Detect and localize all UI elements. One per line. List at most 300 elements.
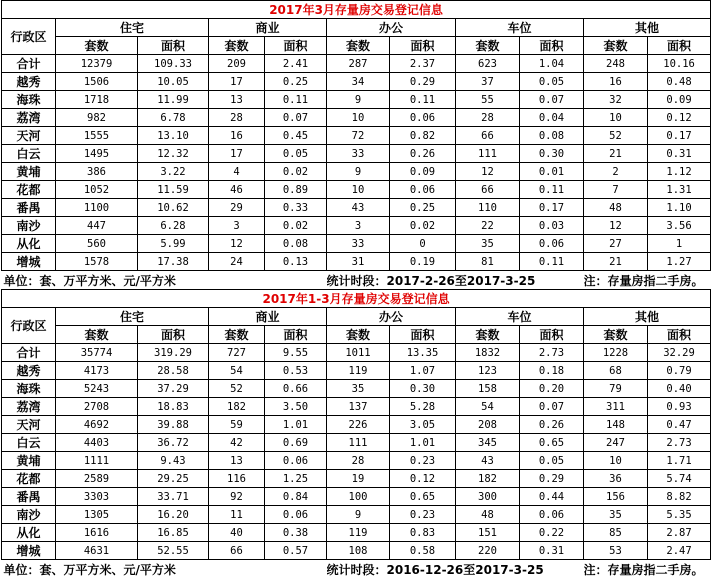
value-cell: 560 <box>56 235 138 253</box>
value-cell: 182 <box>209 398 265 416</box>
value-cell: 111 <box>327 434 390 452</box>
value-cell: 0.31 <box>520 542 584 560</box>
value-cell: 0.12 <box>390 470 456 488</box>
value-cell: 623 <box>456 55 520 73</box>
value-cell: 1495 <box>56 145 138 163</box>
title-row <box>2 290 711 308</box>
value-cell: 0.26 <box>390 145 456 163</box>
value-cell: 0.17 <box>520 199 584 217</box>
district-cell: 番禺 <box>2 488 56 506</box>
value-cell: 0.69 <box>265 434 327 452</box>
value-cell: 13 <box>209 91 265 109</box>
value-cell: 0.79 <box>648 362 711 380</box>
value-cell: 5243 <box>56 380 138 398</box>
value-cell: 29.25 <box>138 470 209 488</box>
value-cell: 0.07 <box>265 109 327 127</box>
district-cell: 白云 <box>2 434 56 452</box>
sub-header: 面积 <box>138 326 209 344</box>
value-cell: 0.06 <box>265 452 327 470</box>
value-cell: 19 <box>327 470 390 488</box>
group-header: 车位 <box>456 19 584 37</box>
district-cell: 越秀 <box>2 362 56 380</box>
value-cell: 42 <box>209 434 265 452</box>
table-row <box>2 398 711 416</box>
sub-header-row <box>2 326 711 344</box>
value-cell: 0.19 <box>390 253 456 271</box>
table-title: 2017年1-3月存量房交易登记信息 <box>2 290 711 308</box>
value-cell: 0.06 <box>520 235 584 253</box>
value-cell: 0.29 <box>520 470 584 488</box>
value-cell: 3.22 <box>138 163 209 181</box>
value-cell: 0.40 <box>648 380 711 398</box>
value-cell: 0.07 <box>520 398 584 416</box>
district-cell: 合计 <box>2 344 56 362</box>
table-row <box>2 416 711 434</box>
value-cell: 0.38 <box>265 524 327 542</box>
value-cell: 4692 <box>56 416 138 434</box>
value-cell: 0.33 <box>265 199 327 217</box>
district-cell: 黄埔 <box>2 163 56 181</box>
value-cell: 37 <box>456 73 520 91</box>
value-cell: 100 <box>327 488 390 506</box>
table-row <box>2 73 711 91</box>
group-header: 车位 <box>456 308 584 326</box>
value-cell: 156 <box>584 488 648 506</box>
sub-header: 套数 <box>584 37 648 55</box>
value-cell: 2.37 <box>390 55 456 73</box>
value-cell: 52 <box>584 127 648 145</box>
period-note: 统计时段：2016-12-26至2017-3-25 <box>327 560 584 578</box>
value-cell: 0.89 <box>265 181 327 199</box>
district-cell: 增城 <box>2 253 56 271</box>
value-cell: 48 <box>456 506 520 524</box>
value-cell: 1111 <box>56 452 138 470</box>
value-cell: 0.11 <box>520 181 584 199</box>
table-row <box>2 506 711 524</box>
value-cell: 0.02 <box>390 217 456 235</box>
district-cell: 越秀 <box>2 73 56 91</box>
value-cell: 53 <box>584 542 648 560</box>
value-cell: 1052 <box>56 181 138 199</box>
value-cell: 0.47 <box>648 416 711 434</box>
value-cell: 0.09 <box>390 163 456 181</box>
q1-table <box>1 289 711 578</box>
value-cell: 2 <box>584 163 648 181</box>
value-cell: 28 <box>456 109 520 127</box>
value-cell: 81 <box>456 253 520 271</box>
value-cell: 0.02 <box>265 163 327 181</box>
table-row <box>2 55 711 73</box>
table-row <box>2 91 711 109</box>
value-cell: 13.10 <box>138 127 209 145</box>
value-cell: 1718 <box>56 91 138 109</box>
value-cell: 10 <box>584 452 648 470</box>
value-cell: 0.06 <box>520 506 584 524</box>
value-cell: 31 <box>327 253 390 271</box>
value-cell: 1.04 <box>520 55 584 73</box>
district-cell: 黄埔 <box>2 452 56 470</box>
value-cell: 16.20 <box>138 506 209 524</box>
district-cell: 花都 <box>2 181 56 199</box>
table-row <box>2 380 711 398</box>
value-cell: 52.55 <box>138 542 209 560</box>
district-cell: 白云 <box>2 145 56 163</box>
value-cell: 0.57 <box>265 542 327 560</box>
value-cell: 52 <box>209 380 265 398</box>
district-cell: 海珠 <box>2 380 56 398</box>
value-cell: 5.28 <box>390 398 456 416</box>
district-cell: 增城 <box>2 542 56 560</box>
value-cell: 0.93 <box>648 398 711 416</box>
value-cell: 1 <box>648 235 711 253</box>
district-cell: 从化 <box>2 524 56 542</box>
table-row <box>2 199 711 217</box>
table-row <box>2 524 711 542</box>
value-cell: 1100 <box>56 199 138 217</box>
table-row <box>2 181 711 199</box>
sub-header: 套数 <box>456 37 520 55</box>
value-cell: 4173 <box>56 362 138 380</box>
unit-note: 单位：套、万平方米、元/平方米 <box>2 271 327 290</box>
district-cell: 从化 <box>2 235 56 253</box>
value-cell: 10 <box>327 109 390 127</box>
table-row <box>2 470 711 488</box>
sub-header: 面积 <box>390 37 456 55</box>
value-cell: 10.05 <box>138 73 209 91</box>
unit-note: 单位：套、万平方米、元/平方米 <box>2 560 327 578</box>
district-cell: 番禺 <box>2 199 56 217</box>
value-cell: 0.01 <box>520 163 584 181</box>
value-cell: 9 <box>327 163 390 181</box>
value-cell: 1506 <box>56 73 138 91</box>
value-cell: 5.99 <box>138 235 209 253</box>
value-cell: 158 <box>456 380 520 398</box>
value-cell: 0.18 <box>520 362 584 380</box>
value-cell: 2.73 <box>520 344 584 362</box>
district-cell: 天河 <box>2 416 56 434</box>
sub-header: 面积 <box>520 326 584 344</box>
value-cell: 151 <box>456 524 520 542</box>
value-cell: 0.26 <box>520 416 584 434</box>
value-cell: 5.74 <box>648 470 711 488</box>
value-cell: 7 <box>584 181 648 199</box>
value-cell: 0.65 <box>390 488 456 506</box>
value-cell: 0.06 <box>265 506 327 524</box>
value-cell: 0.23 <box>390 452 456 470</box>
sub-header: 面积 <box>265 37 327 55</box>
value-cell: 9.55 <box>265 344 327 362</box>
value-cell: 3.05 <box>390 416 456 434</box>
value-cell: 0.29 <box>390 73 456 91</box>
value-cell: 300 <box>456 488 520 506</box>
table-row <box>2 127 711 145</box>
district-cell: 花都 <box>2 470 56 488</box>
value-cell: 21 <box>584 253 648 271</box>
value-cell: 0.30 <box>520 145 584 163</box>
district-header: 行政区 <box>2 308 56 344</box>
value-cell: 36 <box>584 470 648 488</box>
value-cell: 0.09 <box>648 91 711 109</box>
value-cell: 1.71 <box>648 452 711 470</box>
value-cell: 220 <box>456 542 520 560</box>
value-cell: 66 <box>209 542 265 560</box>
value-cell: 4 <box>209 163 265 181</box>
table-row <box>2 434 711 452</box>
value-cell: 0.82 <box>390 127 456 145</box>
value-cell: 17 <box>209 73 265 91</box>
value-cell: 2589 <box>56 470 138 488</box>
value-cell: 345 <box>456 434 520 452</box>
group-header: 住宅 <box>56 308 209 326</box>
value-cell: 1.01 <box>265 416 327 434</box>
value-cell: 9 <box>327 91 390 109</box>
value-cell: 0.31 <box>648 145 711 163</box>
sub-header: 套数 <box>56 326 138 344</box>
value-cell: 5.35 <box>648 506 711 524</box>
value-cell: 92 <box>209 488 265 506</box>
sub-header: 套数 <box>584 326 648 344</box>
value-cell: 16.85 <box>138 524 209 542</box>
value-cell: 1.12 <box>648 163 711 181</box>
sub-header: 面积 <box>648 37 711 55</box>
value-cell: 1.31 <box>648 181 711 199</box>
district-cell: 荔湾 <box>2 109 56 127</box>
value-cell: 287 <box>327 55 390 73</box>
value-cell: 27 <box>584 235 648 253</box>
value-cell: 54 <box>209 362 265 380</box>
sub-header: 套数 <box>209 326 265 344</box>
value-cell: 1578 <box>56 253 138 271</box>
value-cell: 17.38 <box>138 253 209 271</box>
value-cell: 68 <box>584 362 648 380</box>
value-cell: 208 <box>456 416 520 434</box>
sub-header: 面积 <box>390 326 456 344</box>
value-cell: 3 <box>327 217 390 235</box>
sub-header: 面积 <box>648 326 711 344</box>
value-cell: 0.22 <box>520 524 584 542</box>
value-cell: 0.04 <box>520 109 584 127</box>
value-cell: 6.28 <box>138 217 209 235</box>
value-cell: 0.08 <box>520 127 584 145</box>
table-row <box>2 452 711 470</box>
value-cell: 0.83 <box>390 524 456 542</box>
value-cell: 116 <box>209 470 265 488</box>
district-cell: 荔湾 <box>2 398 56 416</box>
value-cell: 0.30 <box>390 380 456 398</box>
value-cell: 72 <box>327 127 390 145</box>
value-cell: 36.72 <box>138 434 209 452</box>
title-row <box>2 1 711 19</box>
value-cell: 0.25 <box>265 73 327 91</box>
value-cell: 727 <box>209 344 265 362</box>
value-cell: 0.11 <box>265 91 327 109</box>
value-cell: 1.27 <box>648 253 711 271</box>
group-header: 商业 <box>209 308 327 326</box>
value-cell: 0.12 <box>648 109 711 127</box>
period-note: 统计时段：2017-2-26至2017-3-25 <box>327 271 584 290</box>
value-cell: 2.47 <box>648 542 711 560</box>
value-cell: 6.78 <box>138 109 209 127</box>
district-cell: 天河 <box>2 127 56 145</box>
value-cell: 209 <box>209 55 265 73</box>
sub-header: 套数 <box>209 37 265 55</box>
definition-note: 注：存量房指二手房。 <box>584 560 711 578</box>
value-cell: 35 <box>584 506 648 524</box>
value-cell: 0.17 <box>648 127 711 145</box>
value-cell: 11.59 <box>138 181 209 199</box>
value-cell: 22 <box>456 217 520 235</box>
value-cell: 10.16 <box>648 55 711 73</box>
report <box>1 0 710 578</box>
group-header: 办公 <box>327 308 456 326</box>
value-cell: 1305 <box>56 506 138 524</box>
value-cell: 110 <box>456 199 520 217</box>
value-cell: 29 <box>209 199 265 217</box>
value-cell: 2.87 <box>648 524 711 542</box>
sub-header: 面积 <box>138 37 209 55</box>
value-cell: 32.29 <box>648 344 711 362</box>
value-cell: 0.53 <box>265 362 327 380</box>
value-cell: 0.05 <box>520 73 584 91</box>
value-cell: 0.48 <box>648 73 711 91</box>
value-cell: 1.01 <box>390 434 456 452</box>
value-cell: 40 <box>209 524 265 542</box>
group-header-row <box>2 308 711 326</box>
value-cell: 18.83 <box>138 398 209 416</box>
value-cell: 447 <box>56 217 138 235</box>
value-cell: 10.62 <box>138 199 209 217</box>
value-cell: 12 <box>209 235 265 253</box>
value-cell: 8.82 <box>648 488 711 506</box>
sub-header: 面积 <box>265 326 327 344</box>
value-cell: 2.41 <box>265 55 327 73</box>
value-cell: 0.58 <box>390 542 456 560</box>
value-cell: 12.32 <box>138 145 209 163</box>
value-cell: 119 <box>327 524 390 542</box>
value-cell: 248 <box>584 55 648 73</box>
table-row <box>2 344 711 362</box>
value-cell: 48 <box>584 199 648 217</box>
sub-header-row <box>2 37 711 55</box>
value-cell: 34 <box>327 73 390 91</box>
value-cell: 386 <box>56 163 138 181</box>
sub-header: 套数 <box>456 326 520 344</box>
value-cell: 0.20 <box>520 380 584 398</box>
definition-note: 注：存量房指二手房。 <box>584 271 711 290</box>
value-cell: 0.13 <box>265 253 327 271</box>
value-cell: 182 <box>456 470 520 488</box>
table-row <box>2 542 711 560</box>
value-cell: 28.58 <box>138 362 209 380</box>
value-cell: 226 <box>327 416 390 434</box>
value-cell: 17 <box>209 145 265 163</box>
value-cell: 4403 <box>56 434 138 452</box>
district-cell: 合计 <box>2 55 56 73</box>
table-row <box>2 488 711 506</box>
value-cell: 2.73 <box>648 434 711 452</box>
value-cell: 24 <box>209 253 265 271</box>
value-cell: 3.56 <box>648 217 711 235</box>
value-cell: 1.10 <box>648 199 711 217</box>
value-cell: 28 <box>327 452 390 470</box>
district-cell: 南沙 <box>2 217 56 235</box>
table-row <box>2 109 711 127</box>
table-row <box>2 217 711 235</box>
value-cell: 0.06 <box>390 181 456 199</box>
value-cell: 59 <box>209 416 265 434</box>
march-table <box>1 0 711 289</box>
value-cell: 0.05 <box>265 145 327 163</box>
value-cell: 0.25 <box>390 199 456 217</box>
value-cell: 10 <box>584 109 648 127</box>
value-cell: 982 <box>56 109 138 127</box>
value-cell: 35 <box>327 380 390 398</box>
value-cell: 0.11 <box>520 253 584 271</box>
value-cell: 1616 <box>56 524 138 542</box>
group-header: 商业 <box>209 19 327 37</box>
value-cell: 1228 <box>584 344 648 362</box>
value-cell: 66 <box>456 181 520 199</box>
value-cell: 0.45 <box>265 127 327 145</box>
footer-row <box>2 271 711 290</box>
group-header-row <box>2 19 711 37</box>
value-cell: 33 <box>327 235 390 253</box>
value-cell: 55 <box>456 91 520 109</box>
value-cell: 2708 <box>56 398 138 416</box>
value-cell: 0.66 <box>265 380 327 398</box>
sub-header: 套数 <box>56 37 138 55</box>
value-cell: 319.29 <box>138 344 209 362</box>
value-cell: 54 <box>456 398 520 416</box>
value-cell: 9 <box>327 506 390 524</box>
sub-header: 套数 <box>327 326 390 344</box>
value-cell: 33.71 <box>138 488 209 506</box>
footer-row <box>2 560 711 578</box>
value-cell: 1832 <box>456 344 520 362</box>
value-cell: 0.08 <box>265 235 327 253</box>
value-cell: 13.35 <box>390 344 456 362</box>
table-row <box>2 145 711 163</box>
value-cell: 1011 <box>327 344 390 362</box>
table-title: 2017年3月存量房交易登记信息 <box>2 1 711 19</box>
value-cell: 311 <box>584 398 648 416</box>
value-cell: 1.07 <box>390 362 456 380</box>
value-cell: 0.05 <box>520 452 584 470</box>
value-cell: 11 <box>209 506 265 524</box>
value-cell: 108 <box>327 542 390 560</box>
value-cell: 12 <box>584 217 648 235</box>
value-cell: 43 <box>456 452 520 470</box>
table-row <box>2 253 711 271</box>
value-cell: 11.99 <box>138 91 209 109</box>
group-header: 办公 <box>327 19 456 37</box>
value-cell: 0.44 <box>520 488 584 506</box>
value-cell: 46 <box>209 181 265 199</box>
value-cell: 35 <box>456 235 520 253</box>
group-header: 其他 <box>584 19 711 37</box>
value-cell: 137 <box>327 398 390 416</box>
value-cell: 32 <box>584 91 648 109</box>
value-cell: 85 <box>584 524 648 542</box>
value-cell: 37.29 <box>138 380 209 398</box>
value-cell: 109.33 <box>138 55 209 73</box>
table-row <box>2 362 711 380</box>
value-cell: 0.11 <box>390 91 456 109</box>
value-cell: 33 <box>327 145 390 163</box>
district-cell: 海珠 <box>2 91 56 109</box>
value-cell: 123 <box>456 362 520 380</box>
value-cell: 1.25 <box>265 470 327 488</box>
